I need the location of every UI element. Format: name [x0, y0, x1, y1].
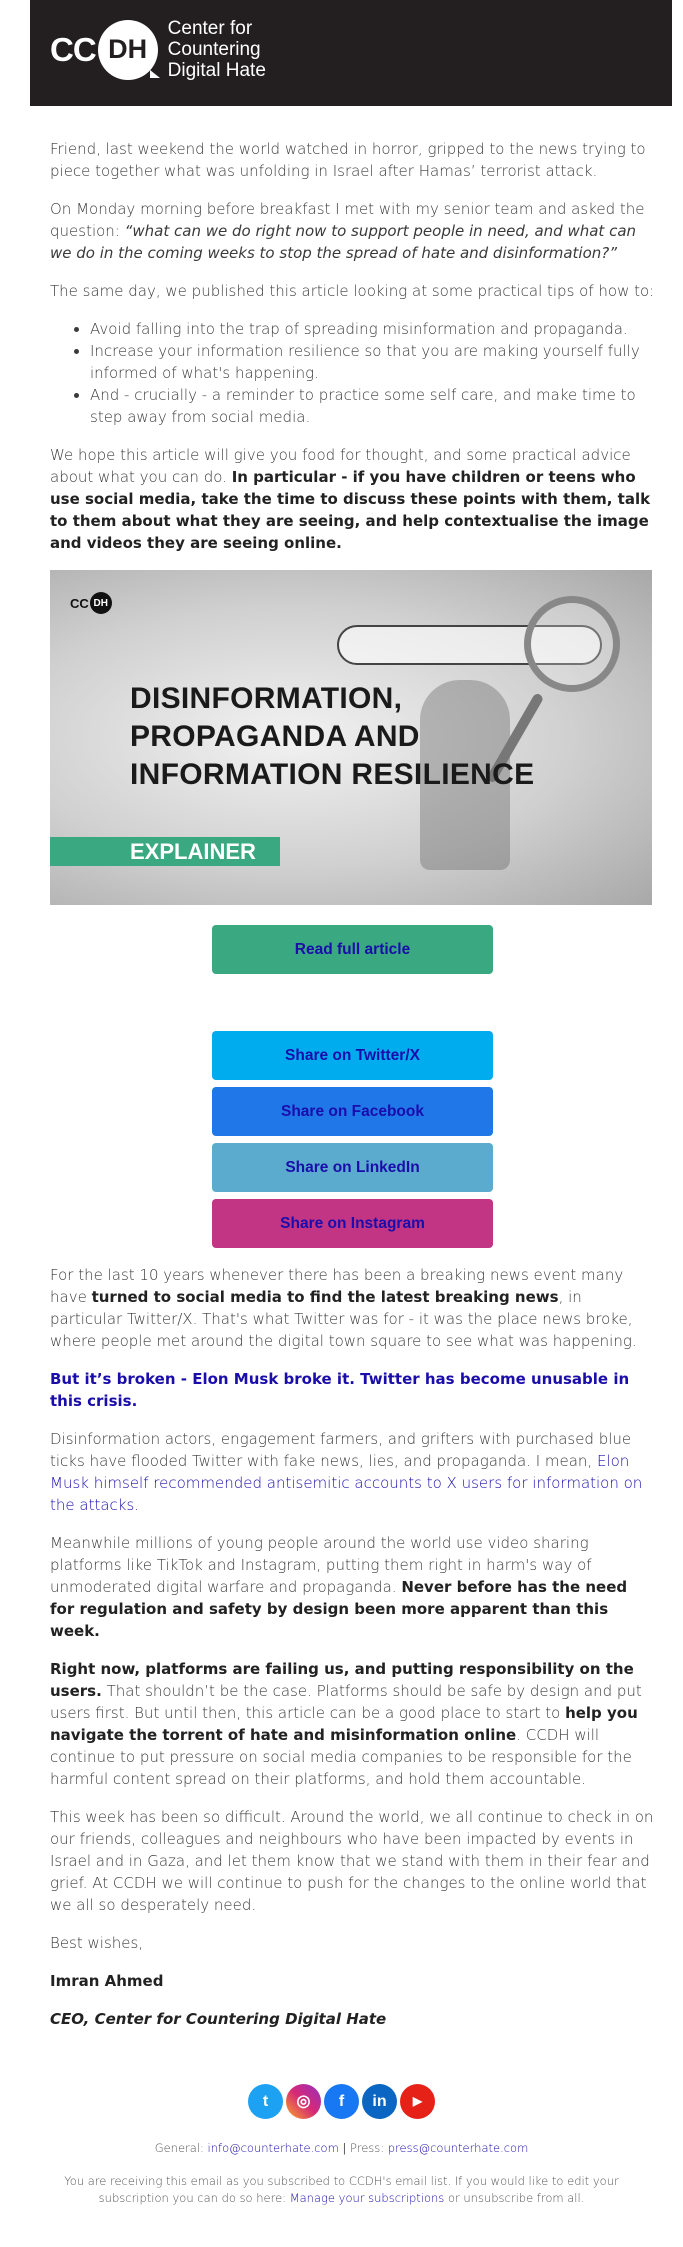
text: Disinformation actors, engagement farmers, and grifters with purchased blue ticks have flooded Twitter with fake news, lies, and propaganda. I mean, [50, 1430, 632, 1470]
logo-cc: CC [70, 595, 89, 611]
org-line: Digital Hate [167, 60, 266, 81]
bold-text: In particular - if you have children or teens who use social media, take the time to discuss these points with them, talk to them about what they are seeing, and help contextualise the image and videos they are seeing online. [50, 468, 651, 552]
bold-text: Right now, platforms are failing us, and putting responsibility on the users. [50, 1660, 634, 1700]
text: Meanwhile millions of young people around the world use video sharing platforms like TikTok and Instagram, putting them right in harm's way of unmoderated digital warfare and propaganda. [50, 1534, 592, 1596]
list-item: • Increase your information resilience so that you are making yourself fully informed of what's happening. [90, 340, 655, 384]
org-line: Countering [167, 39, 261, 60]
email-header [30, 0, 672, 106]
paragraph: Friend, last weekend the world watched in horror, gripped to the news trying to piece together what was unfolding in Israel after Hamas’ terrorist attack. [50, 140, 646, 180]
ccdh-logo[interactable] [50, 18, 266, 81]
paragraph [50, 1532, 655, 1642]
bold-text: Never before has the need for regulation and safety by design been more apparent than this week. [50, 1578, 628, 1640]
signature-title [50, 2008, 655, 2030]
title-line: INFORMATION RESILIENCE [130, 758, 535, 791]
logo-dh: DH [90, 592, 112, 614]
text: We hope this article will give you food for thought, and some practical advice about what you can do. [50, 446, 631, 486]
title: CEO, Center for Countering Digital Hate [50, 2010, 387, 2028]
explainer-tag: EXPLAINER [50, 837, 280, 866]
text: , in particular Twitter/X. That's what Twitter was for - it was the place news broke, where people met around the digital town square to see what was happening. [50, 1288, 637, 1350]
general-email-link[interactable]: info@counterhate.com [203, 2141, 339, 2155]
paragraph: The same day, we published this article looking at some practical tips of how to: [50, 282, 655, 300]
logo-dh: DH [108, 34, 148, 64]
subscription-notice [37, 2173, 647, 2207]
signature-name [50, 1970, 655, 1992]
press-email-link[interactable]: press@counterhate.com [387, 2141, 529, 2155]
list-item: • And - crucially - a reminder to practice some self care, and make time to step away from social media. [90, 384, 655, 428]
text: or unsubscribe from all. [444, 2191, 585, 2205]
read-full-article-button[interactable]: Read full article [212, 925, 493, 974]
youtube-icon[interactable]: ▶ [400, 2084, 435, 2119]
share-facebook-button[interactable]: Share on Facebook [212, 1087, 493, 1136]
manage-subscriptions-link[interactable]: Manage your subscriptions [289, 2191, 445, 2205]
contact-line [0, 2141, 683, 2155]
logo-cc: CC [50, 30, 96, 68]
magnifying-glass-icon [524, 596, 620, 692]
paragraph [50, 1368, 655, 1412]
tips-list [90, 318, 655, 428]
paragraph [50, 1428, 655, 1516]
linkedin-icon[interactable]: in [362, 2084, 397, 2119]
article-hero-image[interactable] [50, 570, 652, 905]
name: Imran Ahmed [50, 1972, 164, 1990]
social-icons [0, 2084, 683, 2119]
share-twitter-button[interactable]: Share on Twitter/X [212, 1031, 493, 1080]
text: For the last 10 years whenever there has been a breaking news event many have [50, 1266, 624, 1306]
text: You are receiving this email as you subscribed to CCDH's email list. If you would like to edit your subscription you can do so here: [64, 2174, 619, 2205]
bold-text: turned to social media to find the latest breaking news [91, 1288, 559, 1306]
facebook-icon[interactable]: f [324, 2084, 359, 2119]
org-line: Center for [167, 18, 253, 39]
text: That shouldn’t be the case. Platforms should be safe by design and put users first. But until then, this article can be a good place to start to [50, 1682, 642, 1722]
separator: | [338, 2141, 350, 2155]
twitter-broken-link[interactable]: But it’s broken - Elon Musk broke it. Twitter has become unusable in this crisis. [50, 1370, 630, 1410]
share-linkedin-button[interactable]: Share on LinkedIn [212, 1143, 493, 1192]
title-line: PROPAGANDA AND [130, 720, 420, 753]
email-body [50, 138, 655, 2046]
instagram-icon[interactable]: ◎ [286, 2084, 321, 2119]
text: . CCDH will continue to put pressure on social media companies to be responsible for the harmful content spread on their platforms, and hold them accountable. [50, 1726, 632, 1788]
paragraph [50, 198, 655, 264]
paragraph [50, 1264, 655, 1352]
logo-speech-bubble [98, 20, 158, 80]
press-label: Press: [349, 2141, 388, 2155]
general-label: General: [154, 2141, 204, 2155]
email-footer [0, 2084, 683, 2207]
hero-title [130, 680, 534, 794]
paragraph [50, 444, 655, 554]
logo-org-name [168, 18, 266, 81]
title-line: DISINFORMATION, [130, 682, 403, 715]
bold-text: help you navigate the torrent of hate and misinformation online [50, 1704, 638, 1744]
text: On Monday morning before breakfast I met with my senior team and asked the question: [50, 200, 645, 240]
paragraph: This week has been so difficult. Around the world, we all continue to check in on our friends, colleagues and neighbours who have been impacted by events in Israel and in Gaza, and let them know that we stand with them in their fear and grief. At CCDH we will continue to push for the changes to the online world that we all so desperately need. [50, 1808, 654, 1914]
musk-antisemitic-accounts-link[interactable]: Elon Musk himself recommended antisemitic accounts to X users for information on the attacks. [50, 1452, 643, 1514]
list-item: • Avoid falling into the trap of spreading misinformation and propaganda. [90, 318, 655, 340]
quote: “what can we do right now to support people in need, and what can we do in the coming weeks to stop the spread of hate and disinformation?” [50, 222, 637, 262]
twitter-icon[interactable]: t [248, 2084, 283, 2119]
hero-ccdh-logo [70, 592, 112, 614]
signoff: Best wishes, [50, 1934, 144, 1952]
paragraph [50, 1658, 655, 1790]
share-instagram-button[interactable]: Share on Instagram [212, 1199, 493, 1248]
